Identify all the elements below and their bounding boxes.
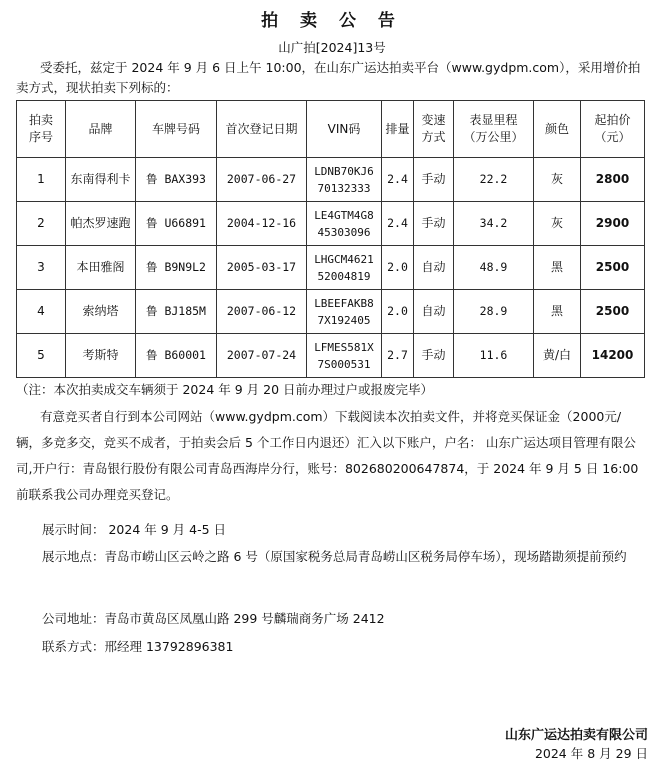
issuer-company: 山东广运达拍卖有限公司	[504, 728, 648, 743]
cell-reg-date: 2005-03-17	[217, 246, 307, 290]
cell-price: 2500	[581, 246, 645, 290]
cell-mileage: 22.2	[454, 158, 534, 202]
col-header-brand: 品牌	[66, 101, 136, 158]
issue-date: 2024 年 8 月 29 日	[534, 746, 648, 761]
cell-vin: LBEEFAKB87X192405	[307, 290, 382, 334]
table-row	[17, 334, 645, 378]
table-row	[17, 158, 645, 202]
cell-transmission: 手动	[414, 158, 454, 202]
cell-lot-no: 3	[17, 246, 66, 290]
cell-brand: 帕杰罗速跑	[66, 202, 136, 246]
cell-mileage: 11.6	[454, 334, 534, 378]
col-header-price: 起拍价 （元）	[581, 101, 645, 158]
cell-mileage: 48.9	[454, 246, 534, 290]
cell-vin: LDNB70KJ670132333	[307, 158, 382, 202]
col-header-displacement: 排量	[382, 101, 414, 158]
cell-color: 黄/白	[534, 334, 581, 378]
cell-plate: 鲁 B9N9L2	[136, 246, 217, 290]
cell-reg-date: 2004-12-16	[217, 202, 307, 246]
col-header-vin: VIN码	[307, 101, 382, 158]
cell-plate: 鲁 BAX393	[136, 158, 217, 202]
cell-brand: 本田雅阁	[66, 246, 136, 290]
exhibit-place: 展示地点：青岛市崂山区云岭之路 6 号（原国家税务总局青岛崂山区税务局停车场），现场踏勘须提前预约	[42, 549, 627, 564]
cell-plate: 鲁 U66891	[136, 202, 217, 246]
cell-lot-no: 4	[17, 290, 66, 334]
col-header-reg-date: 首次登记日期	[217, 101, 307, 158]
cell-price: 2500	[581, 290, 645, 334]
cell-vin: LFMES581X7S000531	[307, 334, 382, 378]
registration-note: （注：本次拍卖成交车辆须于 2024 年 9 月 20 日前办理过户或报废完毕）	[16, 382, 434, 397]
cell-lot-no: 5	[17, 334, 66, 378]
col-header-color: 颜色	[534, 101, 581, 158]
col-header-transmission: 变速 方式	[414, 101, 454, 158]
col-header-plate: 车牌号码	[136, 101, 217, 158]
cell-brand: 考斯特	[66, 334, 136, 378]
cell-color: 灰	[534, 158, 581, 202]
cell-displacement: 2.0	[382, 246, 414, 290]
cell-reg-date: 2007-07-24	[217, 334, 307, 378]
table-header-row	[17, 101, 645, 158]
cell-displacement: 2.4	[382, 158, 414, 202]
cell-vin: LHGCM462152004819	[307, 246, 382, 290]
cell-plate: 鲁 BJ185M	[136, 290, 217, 334]
cell-color: 黑	[534, 290, 581, 334]
cell-brand: 东南得利卡	[66, 158, 136, 202]
intro-paragraph: 受委托，兹定于 2024 年 9 月 6 日上午 10:00，在山东广运达拍卖平台（www.gydpm.com），采用增价拍卖方式，现状拍卖下列标的：	[16, 60, 641, 95]
table-row	[17, 246, 645, 290]
cell-price: 2800	[581, 158, 645, 202]
cell-plate: 鲁 B60001	[136, 334, 217, 378]
table-row	[17, 202, 645, 246]
cell-displacement: 2.4	[382, 202, 414, 246]
cell-transmission: 手动	[414, 334, 454, 378]
cell-vin: LE4GTM4G845303096	[307, 202, 382, 246]
cell-color: 灰	[534, 202, 581, 246]
table-row	[17, 290, 645, 334]
contact-info: 联系方式：邢经理 13792896381	[42, 639, 234, 654]
auction-lots-table	[16, 100, 645, 378]
cell-mileage: 34.2	[454, 202, 534, 246]
cell-displacement: 2.0	[382, 290, 414, 334]
cell-brand: 索纳塔	[66, 290, 136, 334]
company-address: 公司地址：青岛市黄岛区凤凰山路 299 号麟瑞商务广场 2412	[42, 611, 385, 626]
notice-title: 拍 卖 公 告	[261, 11, 403, 31]
cell-lot-no: 2	[17, 202, 66, 246]
cell-transmission: 自动	[414, 290, 454, 334]
bidding-instructions: 有意竞买者自行到本公司网站（www.gydpm.com）下载阅读本次拍卖文件，并将竞买保证金（2000元/辆，多竞多交，竞买不成者，于拍卖会后 5 个工作日内退还）汇入以下账户，户名： 山东广运达项目管理有限公司,开户行：青岛银行股份有限公司青岛西海岸分行，账号：802680200647874，于 2024 年 9 月 5 日 16:00 前联系我公司办理竞买登记。	[16, 409, 639, 502]
cell-reg-date: 2007-06-12	[217, 290, 307, 334]
document-number: 山广拍[2024]13号	[278, 40, 386, 55]
cell-displacement: 2.7	[382, 334, 414, 378]
cell-reg-date: 2007-06-27	[217, 158, 307, 202]
exhibit-time: 展示时间： 2024 年 9 月 4-5 日	[42, 522, 227, 537]
cell-lot-no: 1	[17, 158, 66, 202]
col-header-lot-no: 拍卖 序号	[17, 101, 66, 158]
cell-transmission: 手动	[414, 202, 454, 246]
cell-mileage: 28.9	[454, 290, 534, 334]
col-header-mileage: 表显里程 （万公里）	[454, 101, 534, 158]
cell-color: 黑	[534, 246, 581, 290]
cell-price: 14200	[581, 334, 645, 378]
cell-price: 2900	[581, 202, 645, 246]
cell-transmission: 自动	[414, 246, 454, 290]
